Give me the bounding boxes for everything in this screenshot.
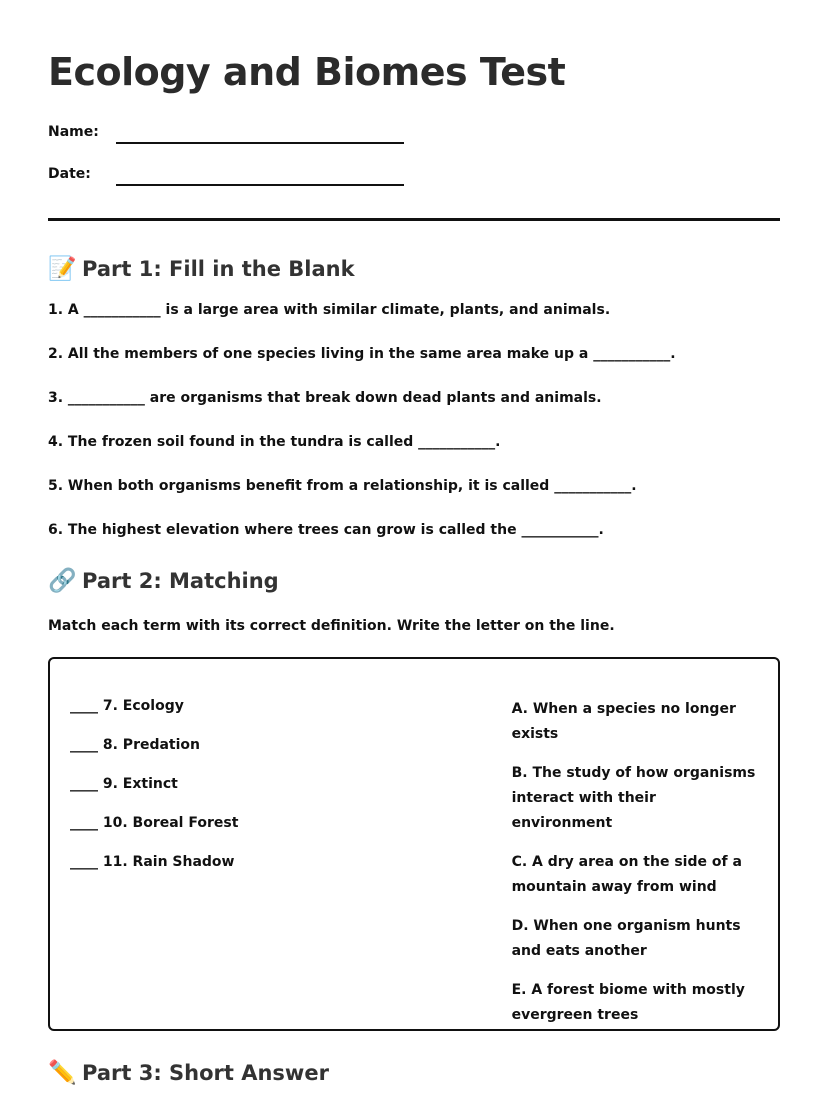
part1-heading [48, 255, 780, 283]
question-3: 3. ___________ are organisms that break down dead plants and animals. [48, 390, 602, 406]
name-label: Name: [48, 124, 99, 140]
definition-e: E. A forest biome with mostly evergreen trees [511, 982, 745, 1023]
part3-heading-text: Part 3: Short Answer [82, 1061, 329, 1085]
part2-section [48, 567, 780, 1031]
date-label: Date: [48, 166, 91, 182]
page-title: Ecology and Biomes Test [48, 50, 566, 94]
matching-terms [70, 697, 512, 1029]
memo-icon: 📝 [48, 256, 77, 282]
question-6: 6. The highest elevation where trees can grow is called the ___________. [48, 522, 604, 538]
part2-heading [48, 567, 780, 595]
date-field-row [48, 158, 780, 182]
part1-heading-text: Part 1: Fill in the Blank [82, 257, 355, 281]
matching-box [48, 657, 780, 1031]
part3-section [48, 1059, 780, 1087]
definition-d: D. When one organism hunts and eats another [511, 918, 741, 959]
name-field-row [48, 116, 780, 140]
part1-section [48, 255, 780, 539]
part3-heading [48, 1059, 780, 1087]
definition-a: A. When a species no longer exists [511, 701, 736, 742]
fill-in-questions [48, 301, 780, 539]
date-line[interactable] [116, 184, 404, 186]
matching-instructions: Match each term with its correct definition. Write the letter on the line. [48, 618, 615, 634]
name-line[interactable] [116, 142, 404, 144]
link-icon: 🔗 [48, 568, 77, 594]
question-2: 2. All the members of one species living in the same area make up a ___________. [48, 346, 676, 362]
matching-definitions [512, 697, 758, 1029]
header-divider [48, 218, 780, 221]
definition-b: B. The study of how organisms interact with their environment [511, 765, 756, 831]
term-8: ____ 8. Predation [70, 737, 201, 753]
term-11: ____ 11. Rain Shadow [70, 854, 235, 870]
question-1: 1. A ___________ is a large area with similar climate, plants, and animals. [48, 302, 611, 318]
definition-c: C. A dry area on the side of a mountain away from wind [511, 854, 742, 895]
part2-heading-text: Part 2: Matching [82, 569, 279, 593]
term-7: ____ 7. Ecology [70, 698, 184, 714]
question-5: 5. When both organisms benefit from a relationship, it is called ___________. [48, 478, 637, 494]
question-4: 4. The frozen soil found in the tundra is called ___________. [48, 434, 501, 450]
pencil-icon: ✏️ [48, 1060, 77, 1086]
term-10: ____ 10. Boreal Forest [70, 815, 239, 831]
term-9: ____ 9. Extinct [70, 776, 178, 792]
